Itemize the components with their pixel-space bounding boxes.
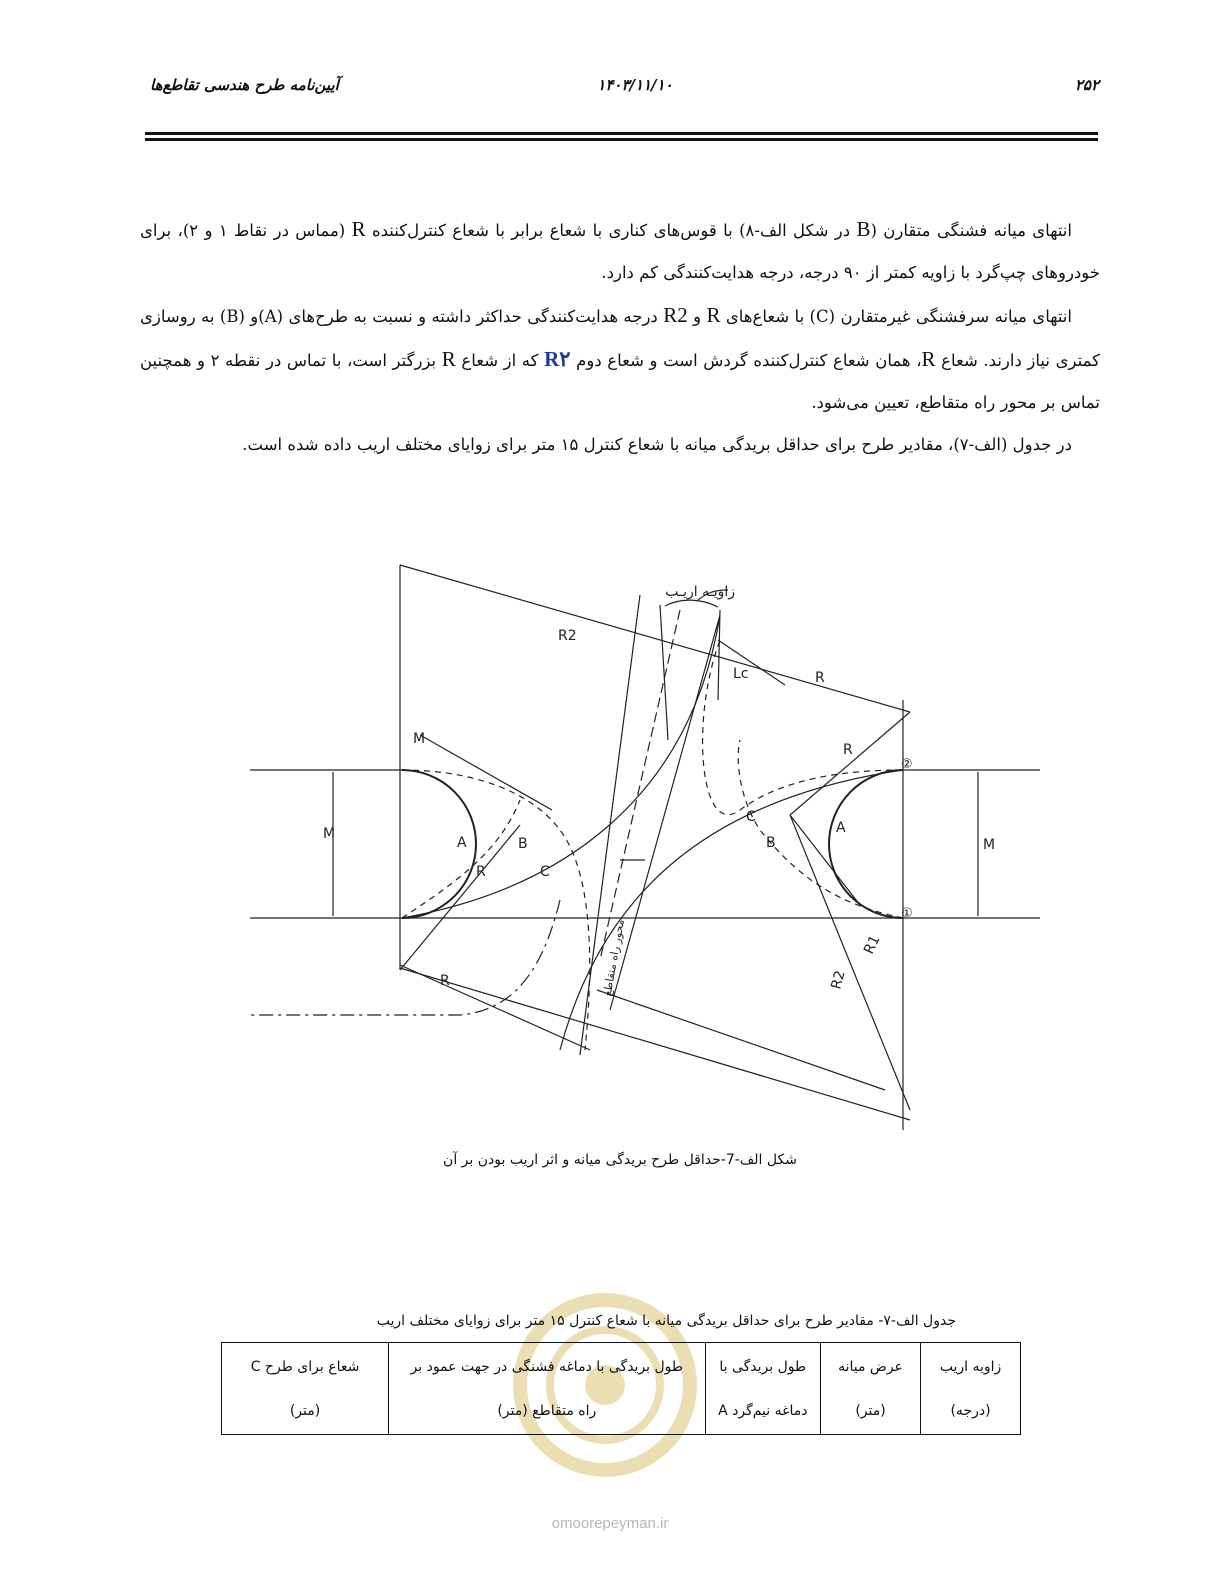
label-r2-top: R2 xyxy=(558,628,577,644)
label-r1-bottom: R1 xyxy=(861,933,884,957)
table-caption: جدول الف-۷- مقادیر طرح برای حداقل بریدگی میانه با شعاع کنترل ۱۵ متر برای زوایای مختلف اریب xyxy=(376,1313,956,1329)
p2-text-c: ، همان شعاع کنترل‌کننده گردش است و شعاع دوم xyxy=(570,351,922,370)
p2-symbol-r-c: R xyxy=(441,347,456,371)
p2-text-a: انتهای میانه سرفشنگی غیرمتقارن (C) با شعاع‌های xyxy=(720,307,1072,326)
p2-symbol-r2-b: R۲ xyxy=(544,347,571,371)
left-dashed-arc-b2 xyxy=(402,800,520,918)
label-m-top: M xyxy=(413,731,426,747)
p2-text-d: که از شعاع xyxy=(455,351,545,370)
p2-text-b: درجه هدایت‌کنندگی حداکثر داشته و نسبت به طرح‌های (A)و (B) به روسازی کمتری نیاز دارند. شعاع xyxy=(140,307,1100,370)
paragraph-3: در جدول (الف-۷)، مقادیر طرح برای حداقل بریدگی میانه با شعاع کنترل ۱۵ متر برای زوایای مختلف اریب داده شده است. xyxy=(242,435,1072,454)
label-lc: Lc xyxy=(733,666,749,682)
label-c-right: C xyxy=(746,809,756,825)
header-skew-angle xyxy=(921,1343,1021,1435)
lc-dimension xyxy=(718,640,785,685)
header-skew-angle-line2: (درجه) xyxy=(950,1402,991,1419)
label-r-top: R xyxy=(815,670,825,686)
label-a-right: A xyxy=(836,820,846,836)
p1-letter-b: B xyxy=(856,217,871,241)
header-opening-length-a xyxy=(705,1343,820,1435)
skew-angle-line xyxy=(660,605,668,740)
paragraph-1 xyxy=(140,208,1100,294)
left-r2-curve xyxy=(402,615,720,918)
label-point-1: ① xyxy=(901,906,913,921)
p1-text-a: انتهای میانه فشنگی متقارن ( xyxy=(870,221,1072,240)
header-rule-top xyxy=(145,132,1098,135)
label-crossroad-axis: محور راه متقاطع xyxy=(600,918,627,998)
right-nose-arc-a xyxy=(829,770,903,918)
p1-symbol-r: R xyxy=(351,217,366,241)
p2-symbol-r: R xyxy=(706,303,721,327)
bottom-left-skew-line xyxy=(400,965,590,1050)
header-opening-length-bullet-line1: طول بریدگی با دماغه فشنگی در جهت عمود بر xyxy=(410,1358,684,1375)
body-text xyxy=(140,208,1100,466)
header-median-width-line1: عرض میانه xyxy=(838,1358,903,1375)
label-m-left: M xyxy=(323,826,336,842)
header-median-width-line2: (متر) xyxy=(855,1402,886,1419)
label-r-right: R xyxy=(843,742,853,758)
running-header-date: ۱۴۰۳/۱۱/۱۰ xyxy=(597,76,673,94)
header-opening-length-a-line2: دماغه نیم‌گرد A xyxy=(718,1402,808,1419)
label-r-left: R xyxy=(476,864,486,880)
median-opening-diagram xyxy=(240,560,1050,1140)
header-skew-angle-line1: زاویه اریب xyxy=(939,1358,1002,1375)
p2-text-and: و xyxy=(687,307,707,326)
header-opening-length-bullet xyxy=(389,1343,706,1435)
p2-symbol-r2: R2 xyxy=(663,303,688,327)
header-opening-length-a-line1: طول بریدگی با xyxy=(719,1358,807,1375)
label-skew-angle: زاویـه اریـب xyxy=(665,584,735,600)
header-median-width xyxy=(821,1343,921,1435)
header-radius-c-line2: (متر) xyxy=(289,1402,321,1419)
label-b-right: B xyxy=(766,835,776,851)
p2-text-e: بزرگتر است، با تماس در نقطه ۲ و همچنین تماس بر محور راه متقاطع، تعیین می‌شود. xyxy=(140,351,1100,412)
bottom-skew-line xyxy=(400,968,910,1120)
p1-text-b: در شکل الف-۸) با قوس‌های کناری با شعاع برابر با شعاع کنترل‌کننده xyxy=(365,221,857,240)
median-opening-figure xyxy=(240,560,1050,1140)
header-opening-length-bullet-line2: راه متقاطع (متر) xyxy=(497,1402,597,1419)
p1-text-c: (مماس در نقاط ۱ و ۲)، برای خودروهای چپ‌گرد با زاویه کمتر از ۹۰ درجه، درجه هدایت‌کنندگی کم دارد. xyxy=(140,221,1100,282)
r2-radial-bottom xyxy=(790,815,910,1110)
paragraph-2 xyxy=(140,294,1100,424)
figure-caption: شکل الف-7-حداقل طرح بریدگی میانه و اثر اریب بودن بر آن xyxy=(443,1152,797,1168)
header-rule-bottom xyxy=(145,138,1098,141)
label-b-left: B xyxy=(518,836,528,852)
median-opening-table xyxy=(221,1342,1021,1435)
skew-angle-arc xyxy=(665,600,718,607)
header-radius-c xyxy=(222,1343,389,1435)
crossroad-axis-dashed xyxy=(600,610,680,960)
r1-radial xyxy=(790,815,860,905)
p2-symbol-r-b: R xyxy=(921,347,936,371)
label-r-bottom: R xyxy=(440,973,450,989)
label-c-left: C xyxy=(540,864,550,880)
header-radius-c-line1: شعاع برای طرح C xyxy=(250,1358,360,1375)
watermark-site: omoorepeyman.ir xyxy=(551,1515,669,1532)
label-a-left: A xyxy=(457,835,467,851)
label-m-right: M xyxy=(983,837,996,853)
page-number: ۲۵۲ xyxy=(1074,76,1099,94)
running-header-title: آیین‌نامه طرح هندسی تقاطع‌ها xyxy=(150,76,339,94)
top-skew-line xyxy=(400,565,910,712)
table-header-row xyxy=(222,1343,1021,1435)
r-radial-right xyxy=(790,712,910,815)
label-point-2: ② xyxy=(901,757,913,772)
label-r2-bottom: R2 xyxy=(828,968,849,992)
